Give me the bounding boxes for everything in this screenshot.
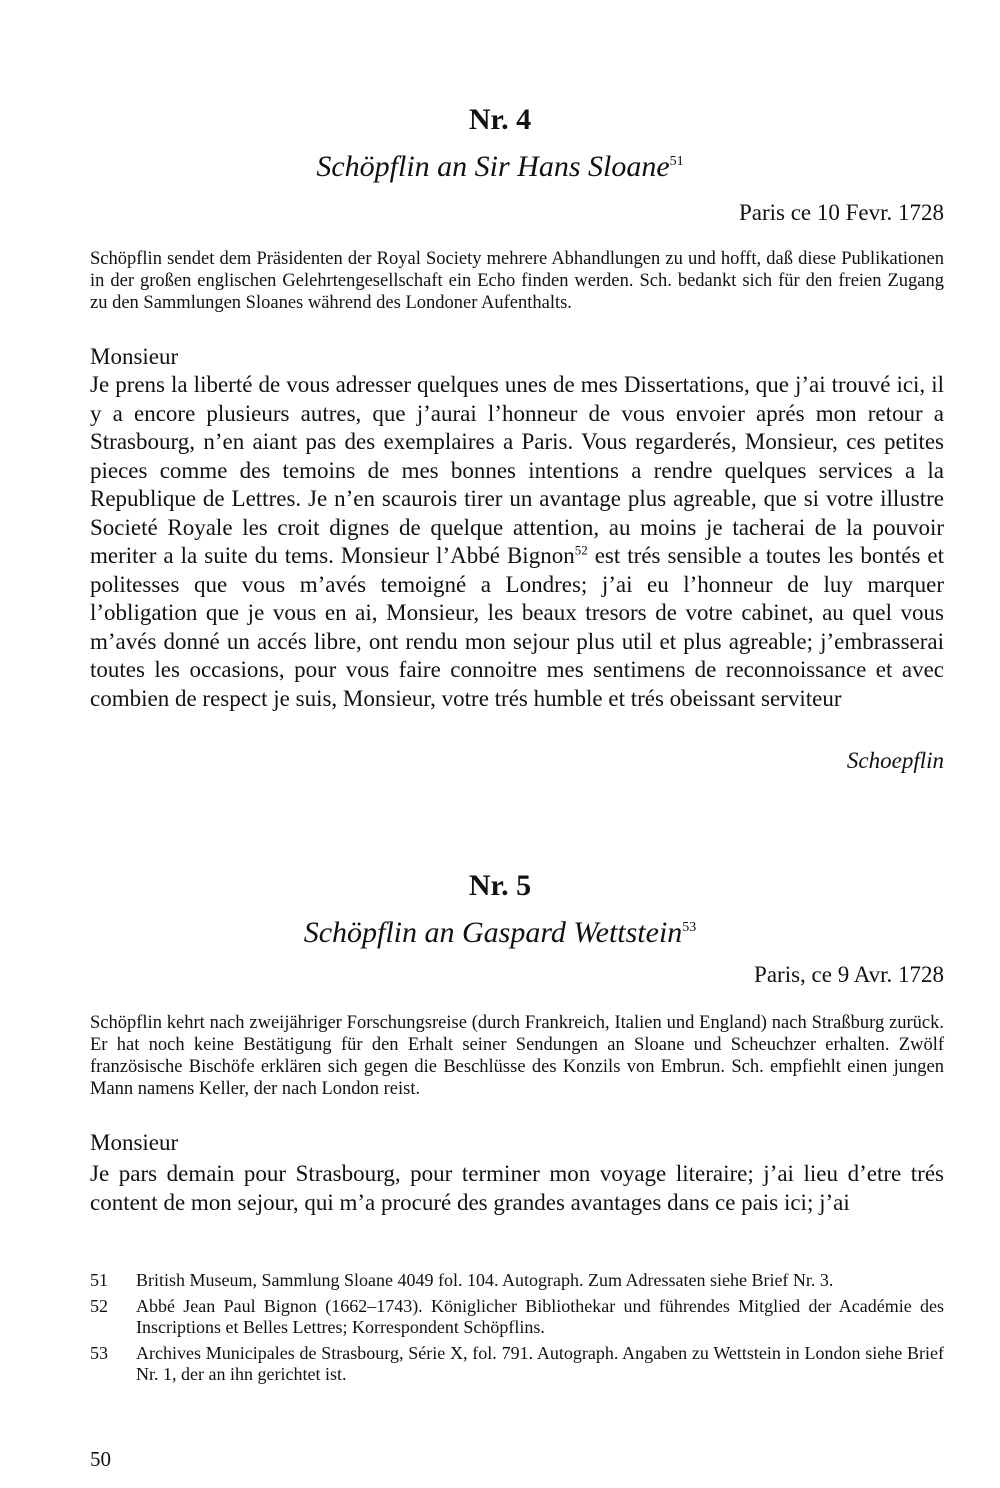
letter-summary: Schöpflin sendet dem Präsidenten der Royal Society mehrere Abhandlungen zu und hofft, daß diese Publikationen in der großen englischen Gelehrtengesellschaft ein Echo finden werden. Sch. bedankt sich für den freien Zugang zu den Sammlungen Sloanes während des Londoner Aufenthalts. <box>90 249 944 313</box>
signature: Schoepflin <box>846 748 944 773</box>
letter-number: Nr. 4 <box>468 103 532 136</box>
footnote-text: Archives Municipales de Strasbourg, Série X, fol. 791. Autograph. Angaben zu Wettstein in London siehe Brief Nr. 1, der an ihn gerichtet ist. <box>136 1343 944 1384</box>
footnote-ref: 53 <box>682 920 697 935</box>
dateline: Paris, ce 9 Avr. 1728 <box>754 962 944 987</box>
letter-body: Je pars demain pour Strasbourg, pour terminer mon voyage literaire; j’ai lieu d’etre trés content de mon sejour, qui m’a procuré des grandes avantages dans ce pais ici; j’ai <box>90 1161 944 1215</box>
letter-title-text: Schöpflin an Gaspard Wettstein <box>303 916 683 949</box>
page-number: 50 <box>90 1447 111 1471</box>
letter-title-text: Schöpflin an Sir Hans Sloane <box>316 150 670 183</box>
footnote-number: 52 <box>90 1296 108 1316</box>
footnote <box>90 1343 944 1385</box>
salutation: Monsieur <box>90 1130 179 1155</box>
footnote-number: 51 <box>90 1270 108 1290</box>
salutation: Monsieur <box>90 344 179 369</box>
footnote <box>90 1270 944 1291</box>
letter-summary: Schöpflin kehrt nach zweijähriger Forschungsreise (durch Frankreich, Italien und England) nach Straßburg zurück. Er hat noch keine Bestätigung für den Erhalt seiner Sendungen an Sloane und Scheuchzer erhalten. Zwölf französische Bischöfe erklären sich gegen die Beschlüsse des Konzils von Embrun. Sch. empfiehlt einen jungen Mann namens Keller, der nach London reist. <box>90 1013 944 1099</box>
footnote-ref: 51 <box>669 154 684 169</box>
footnote-text: Abbé Jean Paul Bignon (1662–1743). Königlicher Bibliothekar und führendes Mitglied der Académie des Inscriptions et Belles Lettres; Korrespondent Schöpflins. <box>136 1296 944 1337</box>
letter-number: Nr. 5 <box>468 869 532 902</box>
footnotes <box>90 1270 944 1390</box>
letter-title <box>0 914 1000 952</box>
dateline: Paris ce 10 Fevr. 1728 <box>738 200 944 225</box>
letter-body-text-continued: est trés sensible a toutes les bontés et politesses que vous m’avés temoigné a Londres; j’ai eu l’honneur de luy marquer l’obligation que je vous en ai, Monsieur, les beaux tresors de votre cabinet, au quel vous m’avés donné un accés libre, ont rendu mon sejour plus util et plus agreable; j’embrasserai toutes les occasions, pour vous faire connoitre mes sentimens de reconnoissance et avec combien de respect je suis, Monsieur, votre trés humble et trés obeissant serviteur <box>90 543 944 711</box>
letter-body-text: Je prens la liberté de vous adresser quelques unes de mes Dissertations, que j’ai trouvé ici, il y a encore plusieurs autres, que j’aurai l’honneur de vous envoier aprés mon retour a Strasbourg, n’en aiant pas des exemplaires a Paris. Vous regarderés, Monsieur, ces petites pieces comme des temoins de mes bonnes intentions a rendre quelques services a la Republique de Lettres. Je n’en scaurois tirer un avantage plus agreable, que si votre illustre Societé Royale les croit dignes de quelque attention, au moins je tacherai de la pouvoir meriter a la suite du tems. Monsieur l’Abbé Bignon <box>90 372 944 568</box>
footnote-text: British Museum, Sammlung Sloane 4049 fol. 104. Autograph. Zum Adressaten siehe Brief Nr. 3. <box>136 1270 834 1290</box>
footnote <box>90 1296 944 1338</box>
footnote-ref: 52 <box>574 542 588 558</box>
footnote-number: 53 <box>90 1343 108 1363</box>
letter-body <box>90 371 944 713</box>
letter-title <box>0 148 1000 186</box>
